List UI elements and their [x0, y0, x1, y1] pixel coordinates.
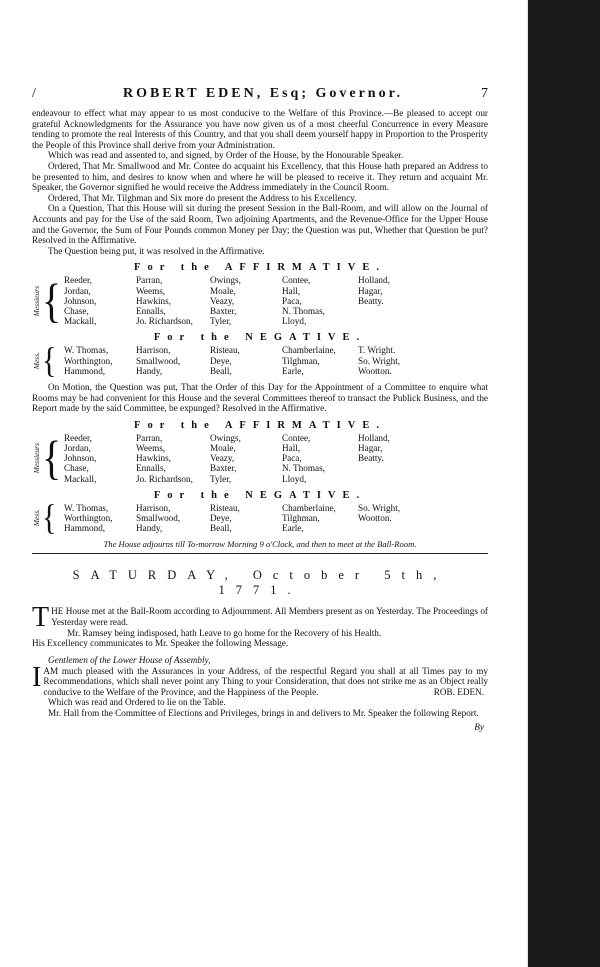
member-name	[358, 474, 428, 484]
member-name: Baxter,	[210, 305, 237, 316]
member-name: W. Thomas,	[64, 345, 109, 356]
member-name: Wootton.	[358, 512, 392, 523]
member-name: Hawkins,	[136, 295, 171, 306]
paragraph: On Motion, the Question was put, That the Order of this Day for the Appointment of a Committee to enquire what Rooms may be had convenient for this House and the several Committees thereof to transact the Publick Business, and the Report made by the said Committee, be expunged? Resolved in the Affirmative.	[32, 381, 488, 414]
member-name: Ennalls,	[136, 463, 166, 474]
vote-row	[64, 345, 428, 355]
member-name: Chamberlaine,	[282, 502, 336, 513]
member-name: Chase,	[64, 463, 89, 474]
member-name: Hagar,	[358, 442, 383, 453]
member-name: Earle,	[282, 523, 304, 534]
vote-row	[64, 366, 428, 376]
member-name: Harrison,	[136, 502, 171, 513]
member-name: Beall,	[210, 523, 232, 534]
member-name: Owings,	[210, 275, 241, 286]
member-name: Worthington,	[64, 512, 113, 523]
side-label: Messieurs	[32, 285, 41, 317]
brace: {	[42, 273, 62, 328]
vote-heading: For the NEGATIVE.	[153, 332, 367, 344]
vote-row	[64, 316, 428, 326]
member-name: Parran,	[136, 432, 163, 443]
day-heading: SATURDAY, October 5th, 1771.	[72, 568, 448, 598]
member-name: Tilghman,	[282, 355, 320, 366]
member-name: Johnson,	[64, 453, 97, 464]
member-name: Harrison,	[136, 345, 171, 356]
vote-table	[64, 345, 428, 376]
member-name: Beall,	[210, 365, 232, 376]
paragraph: Mr. Hall from the Committee of Elections and Privileges, brings in and delivers to Mr. Speaker the following Report.	[48, 707, 479, 718]
member-name: Paca,	[282, 453, 302, 464]
vote-row	[64, 275, 428, 285]
vote-row	[64, 503, 428, 513]
member-name: Hammond,	[64, 523, 106, 534]
paragraph: endeavour to effect what may appear to us most conducive to the Welfare of this Province.—Be pleased to accept our grateful Acknowledgments for the Assurance you have now given us of a most cheerful Concurrence in every Measure tending to promote the real Interests of this Country, and that you shall deem yourself happy in Proportion to the Prosperity the People of this Province shall derive from your Administration.	[32, 108, 488, 150]
paragraph: Mr. Ramsey being indisposed, hath Leave to go home for the Recovery of his Health.	[67, 627, 382, 638]
member-name: Moale,	[210, 442, 236, 453]
member-name: Hammond,	[64, 365, 106, 376]
running-header	[32, 86, 488, 102]
vote-row	[64, 463, 428, 473]
vote-row	[64, 523, 428, 533]
member-name: Parran,	[136, 275, 163, 286]
member-name: Mackall,	[64, 316, 97, 327]
side-label: Mess.	[32, 351, 41, 370]
paragraph: On a Question, That this House will sit during the present Session in the Ball-Room, and will allow on the Journal of Accounts and pay for the Use of the said Room, Two adjoining Apartments, and the Revenue-Office for the Upper House and the Governor, the Sum of Four Pounds common Money per Day; the Question was put, Whether that Question be put? Resolved in the Affirmative.	[32, 203, 488, 246]
member-name: Weems,	[136, 442, 166, 453]
vote-row	[64, 474, 428, 484]
vote-row	[64, 513, 428, 523]
brace: {	[42, 497, 57, 538]
member-name: Moale,	[210, 285, 236, 296]
member-name: Chamberlaine,	[282, 345, 336, 356]
member-name: Jordan,	[64, 442, 91, 453]
page-edge-dark	[528, 0, 600, 967]
member-name: Handy,	[136, 365, 163, 376]
paragraph: The Question being put, it was resolved in the Affirmative.	[48, 245, 265, 256]
member-name: Beatty.	[358, 453, 384, 464]
member-name: Paca,	[282, 295, 302, 306]
member-name: Mackall,	[64, 473, 97, 484]
member-name: Hall,	[282, 285, 301, 296]
vote-block	[32, 430, 488, 485]
paragraph: Which was read and Ordered to lie on the Table.	[48, 696, 226, 707]
header-mark: /	[32, 86, 36, 101]
catchword: By	[474, 722, 484, 733]
member-name: Contee,	[282, 275, 311, 286]
member-name: Contee,	[282, 432, 311, 443]
vote-heading: For the AFFIRMATIVE.	[134, 262, 386, 274]
brace: {	[42, 340, 57, 380]
paragraph: His Excellency communicates to Mr. Speaker the following Message.	[32, 638, 289, 649]
member-name: Baxter,	[210, 463, 237, 474]
member-name: N. Thomas,	[282, 463, 325, 474]
vote-heading: For the AFFIRMATIVE.	[134, 419, 386, 431]
adjournment-note: The House adjourns till To-morrow Morning 9 o'Clock, and then to meet at the Ball-Room.	[103, 539, 417, 550]
member-name: Lloyd,	[282, 473, 307, 484]
member-name: Weems,	[136, 285, 166, 296]
member-name: Tyler,	[210, 473, 232, 484]
vote-row	[64, 356, 428, 366]
member-name: Holland,	[358, 275, 390, 286]
member-name: Jo. Richardson,	[136, 473, 193, 484]
member-name: W. Thomas,	[64, 502, 109, 513]
member-name: N. Thomas,	[282, 305, 325, 316]
vote-table	[64, 503, 428, 534]
paragraph: THE House met at the Ball-Room according to Adjournment. All Members present as on Yesterday. The Proceedings of Yesterday were read.	[32, 602, 488, 634]
drop-cap: T	[32, 602, 50, 634]
member-name: Worthington,	[64, 355, 113, 366]
member-name	[358, 306, 428, 316]
member-name: Ennalls,	[136, 305, 166, 316]
member-name: Tyler,	[210, 316, 232, 327]
member-name: Risteau,	[210, 502, 240, 513]
vote-block	[32, 340, 488, 380]
member-name: Hall,	[282, 442, 301, 453]
brace: {	[42, 430, 62, 485]
member-name: Tilghman,	[282, 512, 320, 523]
vote-row	[64, 306, 428, 316]
member-name: Chase,	[64, 305, 89, 316]
member-name: So. Wright,	[358, 502, 401, 513]
header-title: ROBERT EDEN, Esq; Governor.	[122, 86, 404, 101]
member-name: Reeder,	[64, 275, 92, 286]
member-name: Smallwood,	[136, 512, 181, 523]
member-name: Wootton.	[358, 365, 392, 376]
vote-row	[64, 286, 428, 296]
vote-table	[64, 275, 428, 326]
member-name: Hagar,	[358, 285, 383, 296]
vote-table	[64, 433, 428, 484]
member-name: Risteau,	[210, 345, 240, 356]
member-name	[358, 316, 428, 326]
message-text: IAM much pleased with the Assurances in your Address, of the respectful Regard you shall at all Times pay to my Recommendations, which shall never point any Thing to your Consideration, that does not strike me as an Object really conducive to the Welfare of the Province, and the Happiness of the People.	[32, 661, 488, 697]
section-rule	[32, 553, 488, 554]
signature: ROB. EDEN.	[433, 686, 484, 697]
member-name: Jordan,	[64, 285, 91, 296]
member-name: Holland,	[358, 432, 390, 443]
member-name: Smallwood,	[136, 355, 181, 366]
vote-block	[32, 497, 488, 538]
member-name: Johnson,	[64, 295, 97, 306]
member-name: So. Wright,	[358, 355, 401, 366]
side-label: Messieurs	[32, 443, 41, 474]
paragraph: Which was read and assented to, and signed, by Order of the House, by the Honourable Speaker.	[48, 150, 404, 161]
document-page	[32, 86, 488, 732]
page-number: 7	[481, 86, 488, 101]
paragraph: Ordered, That Mr. Tilghman and Six more do present the Address to his Excellency.	[48, 192, 357, 203]
member-name: Earle,	[282, 365, 304, 376]
vote-heading: For the NEGATIVE.	[153, 489, 367, 501]
drop-cap: I	[32, 661, 42, 693]
member-name	[358, 463, 428, 473]
member-name: Lloyd,	[282, 316, 307, 327]
vote-row	[64, 443, 428, 453]
member-name: Reeder,	[64, 432, 92, 443]
member-name: Deye,	[210, 512, 232, 523]
side-label: Mess.	[32, 509, 41, 527]
vote-row	[64, 296, 428, 306]
member-name: Owings,	[210, 432, 241, 443]
member-name	[358, 523, 428, 533]
paragraph: Ordered, That Mr. Smallwood and Mr. Contee do acquaint his Excellency, that this House hath prepared an Address to be presented to him, and desires to know when and where he will be pleased to receive it. They return and acquaint Mr. Speaker, the Governor signified he would receive the Address immediately in the Council Room.	[32, 160, 488, 193]
vote-row	[64, 433, 428, 443]
vote-block	[32, 275, 488, 326]
member-name: T. Wright.	[358, 345, 396, 356]
member-name: Deye,	[210, 355, 232, 366]
member-name: Handy,	[136, 523, 163, 534]
member-name: Veazy,	[210, 295, 235, 306]
member-name: Veazy,	[210, 453, 235, 464]
member-name: Hawkins,	[136, 453, 171, 464]
vote-row	[64, 453, 428, 463]
member-name: Beatty.	[358, 295, 384, 306]
member-name: Jo. Richardson,	[136, 316, 193, 327]
message-salutation: Gentlemen of the Lower House of Assembly,	[48, 654, 211, 665]
